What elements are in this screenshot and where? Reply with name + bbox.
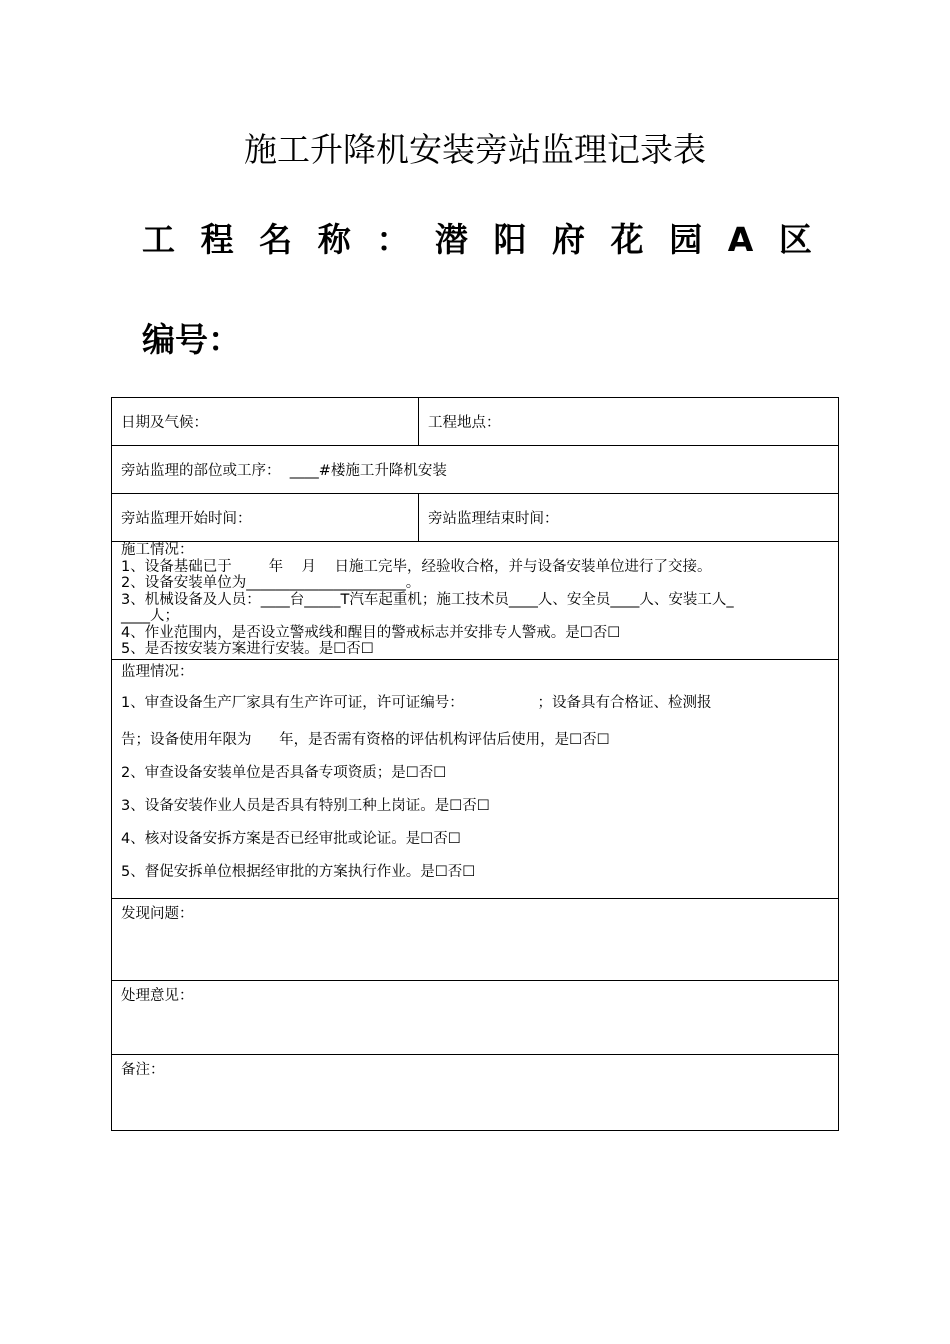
project-char: 花: [610, 220, 644, 259]
project-name-line: [142, 216, 812, 264]
supervision-item: 4、核对设备安拆方案是否已经审批或论证。是☐否☐: [121, 831, 461, 847]
supervision-item: 3、设备安装作业人员是否具有特别工种上岗证。是☐否☐: [121, 798, 490, 814]
construction-line: 4、作业范围内，是否设立警戒线和醒目的警戒标志并安排专人警戒。是☐否☐: [121, 624, 621, 641]
table-row: [112, 899, 839, 981]
date-weather-cell: [112, 398, 419, 446]
construction-status-cell: [112, 542, 839, 660]
start-time-label: 旁站监理开始时间：: [121, 511, 252, 527]
remarks-label: 备注：: [121, 1062, 165, 1078]
table-row: [112, 494, 839, 542]
handling-cell: [112, 981, 839, 1055]
construction-line: 2、设备安装单位为______________________。: [121, 575, 421, 591]
start-time-cell: [112, 494, 419, 542]
supervision-cell: [112, 660, 839, 899]
remarks-cell: [112, 1055, 839, 1131]
project-char: A: [727, 220, 754, 259]
construction-line: 5、是否按安装方案进行安装。是☐否☐: [121, 641, 374, 657]
location-cell: [419, 398, 839, 446]
record-table: [111, 397, 839, 1131]
project-char: 园: [669, 220, 703, 259]
position-label: 旁站监理的部位或工序： ____#楼施工升降机安装: [121, 463, 447, 479]
table-row: [112, 1055, 839, 1131]
table-row: [112, 446, 839, 494]
position-cell: [112, 446, 839, 494]
table-row: [112, 542, 839, 660]
problems-label: 发现问题：: [121, 906, 194, 922]
project-char: 称: [317, 220, 351, 259]
project-char: 府: [552, 220, 586, 259]
supervision-item: 告；设备使用年限为 年，是否需有资格的评估机构评估后使用，是☐否☐: [121, 732, 610, 748]
construction-line: 3、机械设备及人员：____台_____T汽车起重机；施工技术员____人、安全员____人、安装工人_: [121, 591, 734, 608]
end-time-cell: [419, 494, 839, 542]
project-char: 名: [259, 220, 293, 259]
table-row: [112, 981, 839, 1055]
supervision-item: 1、审查设备生产厂家具有生产许可证，许可证编号： ；设备具有合格证、检测报: [121, 695, 712, 711]
project-char: 潜: [434, 220, 468, 259]
end-time-label: 旁站监理结束时间：: [428, 511, 559, 527]
project-char: 程: [200, 220, 234, 259]
table-row: [112, 660, 839, 899]
supervision-heading: 监理情况：: [121, 664, 194, 680]
construction-line: ____人；: [121, 608, 179, 624]
project-char: ：: [376, 220, 410, 259]
supervision-item: 5、督促安拆单位根据经审批的方案执行作业。是☐否☐: [121, 864, 476, 880]
project-char: 阳: [493, 220, 527, 259]
location-label: 工程地点：: [428, 415, 501, 431]
date-weather-label: 日期及气候：: [121, 415, 208, 431]
construction-heading: 施工情况：: [121, 542, 194, 558]
problems-cell: [112, 899, 839, 981]
project-char: 工: [142, 220, 175, 259]
record-number-label: 编号：: [142, 320, 241, 359]
handling-label: 处理意见：: [121, 988, 194, 1004]
page-title: 施工升降机安装旁站监理记录表: [244, 130, 706, 169]
supervision-item: 2、审查设备安装单位是否具备专项资质；是☐否☐: [121, 765, 447, 781]
construction-line: 1、设备基础已于 年 月 日施工完毕，经验收合格，并与设备安装单位进行了交接。: [121, 558, 712, 575]
project-char: 区: [778, 220, 812, 259]
table-row: [112, 398, 839, 446]
